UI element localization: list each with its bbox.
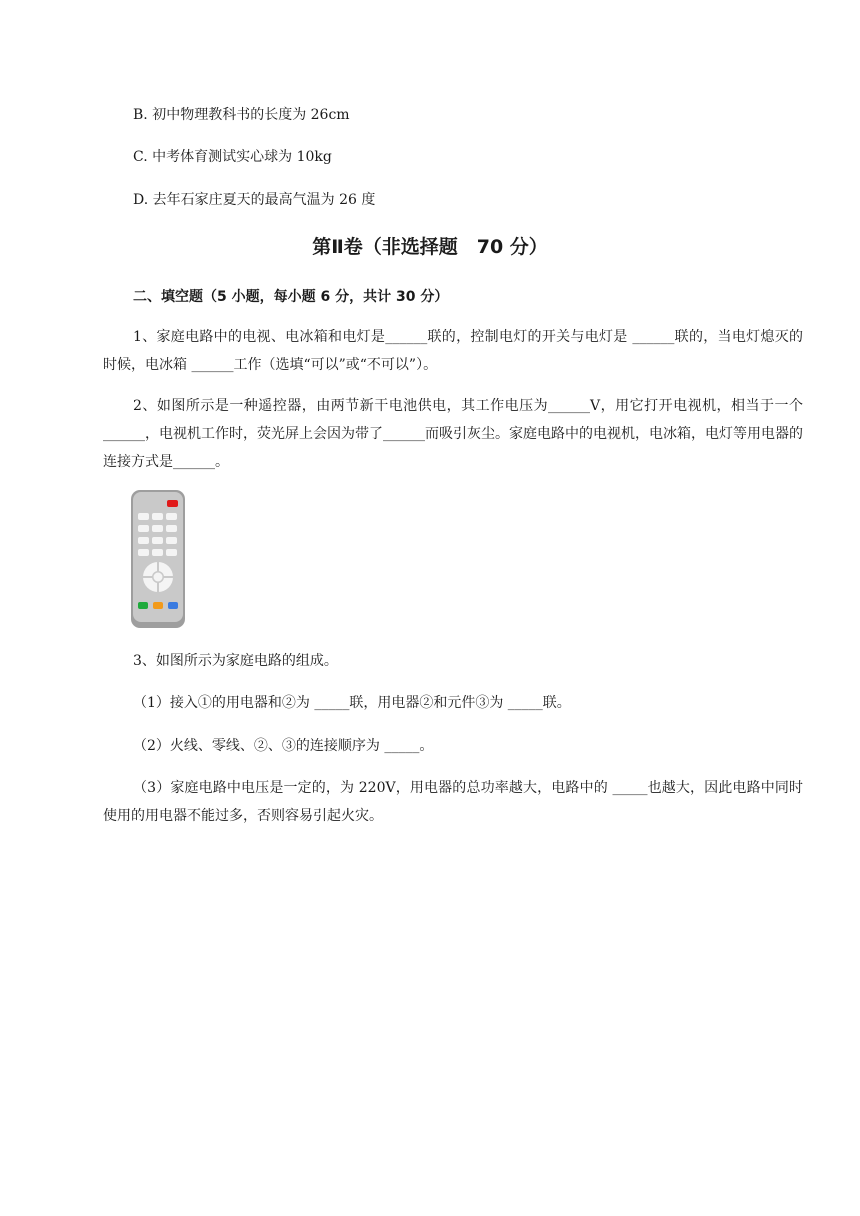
remote-control-icon — [130, 489, 186, 629]
section-title: 第Ⅱ卷（非选择题 70 分） — [312, 236, 548, 258]
question-3-part-3: （3）家庭电路中电压是一定的，为 220V，用电器的总功率越大，电路中的 _____也越大，因此电路中同时使用的用电器不能过多，否则容易引起火灾。 — [103, 780, 803, 824]
option-c: C. 中考体育测试实心球为 10kg — [133, 149, 332, 165]
question-1: 1、家庭电路中的电视、电冰箱和电灯是______联的，控制电灯的开关与电灯是 ______联的，当电灯熄灭的时候，电冰箱 ______工作（选填“可以”或“不可以”）。 — [103, 329, 803, 373]
question-3-part-1: （1）接入①的用电器和②为 _____联，用电器②和元件③为 _____联。 — [133, 695, 571, 711]
question-3: 3、如图所示为家庭电路的组成。 — [133, 653, 338, 669]
question-3-part-2: （2）火线、零线、②、③的连接顺序为 _____。 — [133, 738, 434, 754]
question-2: 2、如图所示是一种遥控器，由两节新干电池供电，其工作电压为______V，用它打开电视机，相当于一个______，电视机工作时，荧光屏上会因为带了______而吸引灰尘。家庭电路中的电视机，电冰箱，电灯等用电器的连接方式是______。 — [103, 398, 803, 470]
option-b: B. 初中物理教科书的长度为 26cm — [133, 107, 350, 123]
option-d: D. 去年石家庄夏天的最高气温为 26 度 — [133, 192, 376, 208]
part-heading: 二、填空题（5 小题，每小题 6 分，共计 30 分） — [133, 289, 449, 305]
